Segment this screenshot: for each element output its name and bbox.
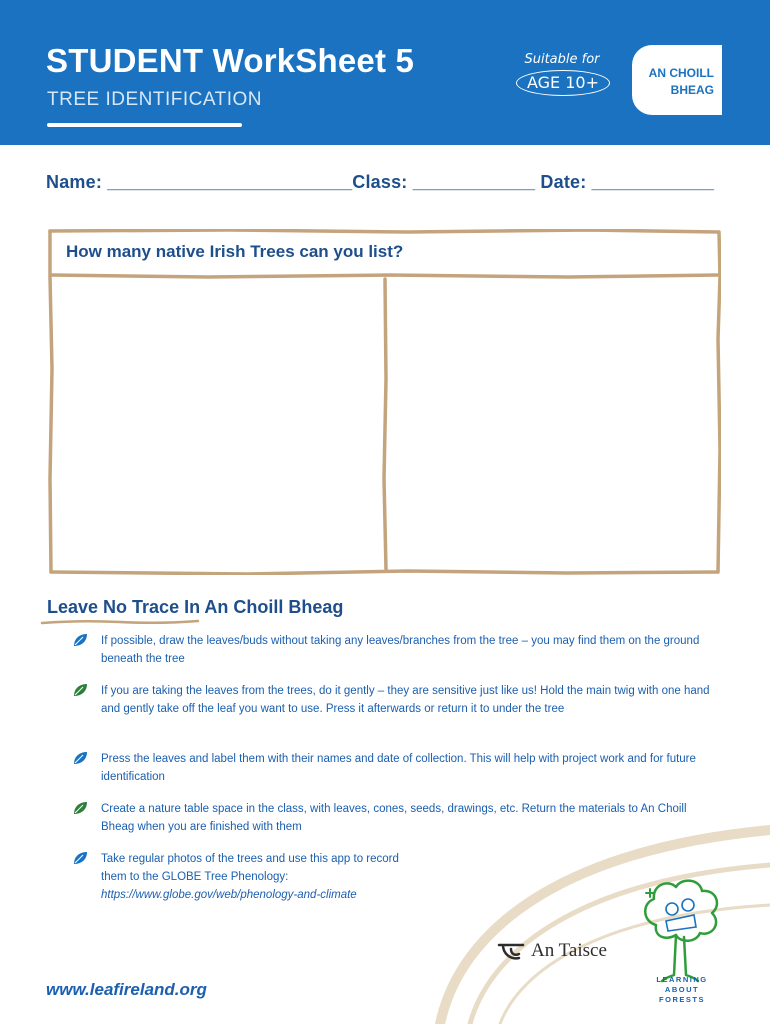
- leaf-bullet-icon: [72, 750, 88, 766]
- name-class-date-row: Name: ________________________Class: ____________ Date: ____________: [46, 172, 715, 192]
- age-badge-label: Suitable for: [524, 52, 600, 67]
- org-tab-line1: AN CHOILL: [648, 66, 714, 80]
- an-taisce-name: An Taisce: [531, 940, 607, 961]
- website-link[interactable]: www.leafireland.org: [46, 980, 207, 999]
- laf-line2: ABOUT: [664, 985, 700, 994]
- tip-text: Create a nature table space in the class, with leaves, cones, seeds, drawings, etc. Return the materials to An Choill Bheag when you are finished with them: [101, 803, 687, 833]
- question-box-frame: [48, 229, 721, 575]
- globe-phenology-link[interactable]: https://www.globe.gov/web/phenology-and-climate: [101, 889, 357, 901]
- tip-text: Press the leaves and label them with their names and date of collection. This will help with project work and for future identification: [101, 753, 696, 783]
- tip-text: If possible, draw the leaves/buds without taking any leaves/branches from the tree – you may find them on the ground beneath the tree: [101, 635, 700, 665]
- question-box: [48, 229, 721, 575]
- leaf-bullet-icon: [72, 682, 88, 698]
- worksheet-title: STUDENT WorkSheet 5: [46, 42, 415, 79]
- laf-line3: FORESTS: [659, 995, 705, 1004]
- age-badge: [508, 52, 616, 96]
- leaf-bullet-icon: [72, 800, 88, 816]
- worksheet-subtitle: TREE IDENTIFICATION: [47, 89, 262, 110]
- title-underline: [47, 123, 242, 127]
- leave-no-trace-underline: [40, 618, 200, 626]
- tip-text: [101, 850, 421, 904]
- leaf-bullet-icon: [72, 850, 88, 866]
- an-taisce-logo: [497, 940, 627, 966]
- header-banner: [0, 0, 770, 145]
- leave-no-trace-title: Leave No Trace In An Choill Bheag: [47, 597, 344, 617]
- laf-line1: LEARNING: [656, 975, 708, 984]
- tip-text: If you are taking the leaves from the trees, do it gently – they are sensitive just like us! Hold the main twig with one hand and gently take off the leaf you want to use. Press it afterwards or return it to under the tree: [101, 685, 710, 715]
- learning-about-forests-text: [640, 975, 724, 1005]
- tip-text-body: Take regular photos of the trees and use this app to record them to the GLOBE Tree Phenology:: [101, 853, 399, 883]
- age-badge-value: AGE 10+: [516, 70, 610, 96]
- org-tab: [632, 45, 722, 115]
- an-taisce-mark-icon: [497, 942, 525, 962]
- question-text: How many native Irish Trees can you list?: [66, 242, 404, 261]
- org-tab-line2: BHEAG: [670, 83, 714, 97]
- leaf-bullet-icon: [72, 632, 88, 648]
